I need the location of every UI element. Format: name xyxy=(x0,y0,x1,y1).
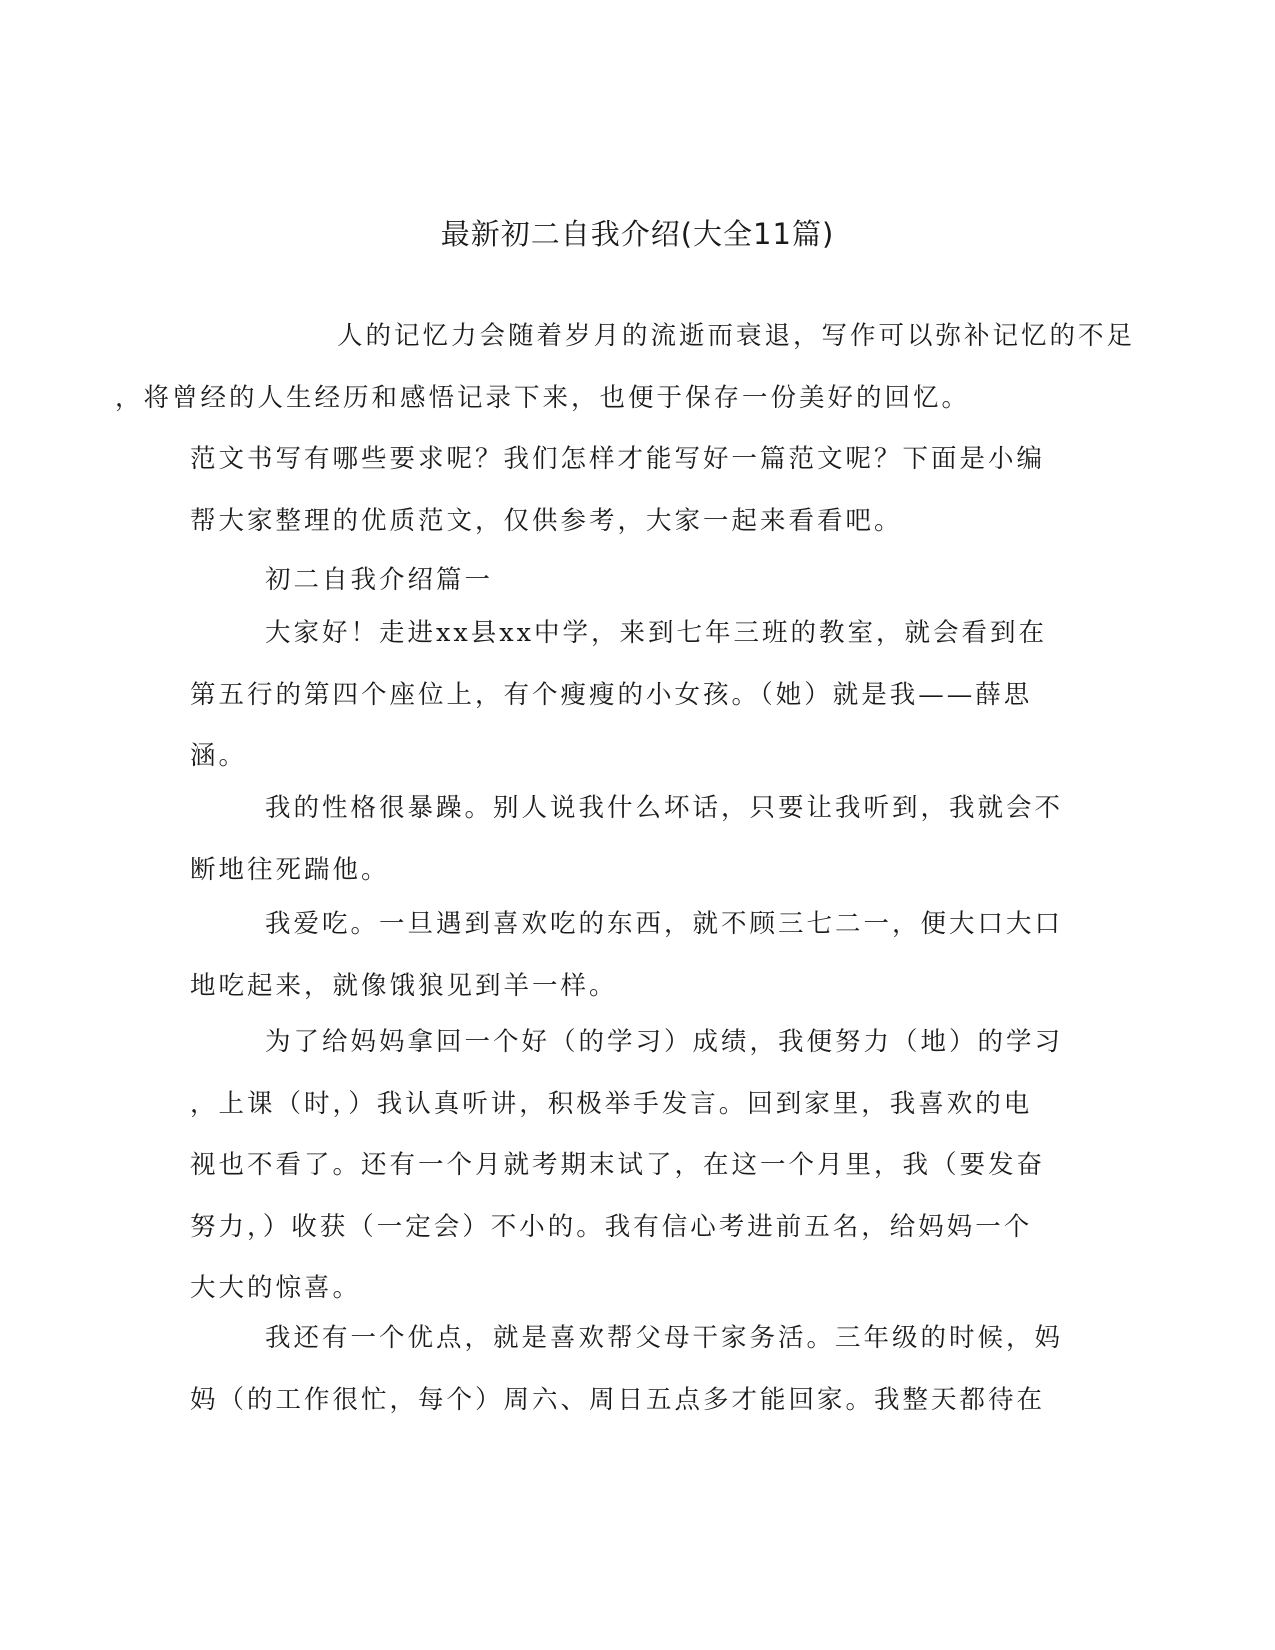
text-line: 帮大家整理的优质范文，仅供参考，大家一起来看看吧。 xyxy=(190,505,903,536)
paragraph-intro xyxy=(115,306,1136,552)
document-title: 最新初二自我介绍(大全11篇) xyxy=(440,217,835,251)
text-line: 视也不看了。还有一个月就考期末试了，在这一个月里，我（要发奋 xyxy=(190,1150,1046,1180)
text-line: 妈（的工作很忙，每个）周六、周日五点多才能回家。我整天都待在 xyxy=(190,1384,1046,1415)
text-line: 初二自我介绍篇一 xyxy=(265,565,494,595)
text-line: 我还有一个优点，就是喜欢帮父母干家务活。三年级的时候，妈 xyxy=(265,1323,1064,1353)
text-line: 大家好！走进xx县xx中学，来到七年三班的教室，就会看到在 xyxy=(265,618,1048,648)
text-line: 断地往死踹他。 xyxy=(190,854,390,885)
text-line: ，将曾经的人生经历和感悟记录下来，也便于保存一份美好的回忆。 xyxy=(115,382,971,413)
text-line: 为了给妈妈拿回一个好（的学习）成绩，我便努力（地）的学习 xyxy=(265,1027,1064,1057)
text-line: 地吃起来，就像饿狼见到羊一样。 xyxy=(190,970,618,1001)
text-line: 人的记忆力会随着岁月的流逝而衰退，写作可以弥补记忆的不足 xyxy=(337,321,1136,351)
text-line: 范文书写有哪些要求呢？我们怎样才能写好一篇范文呢？下面是小编 xyxy=(190,444,1046,474)
text-line: 第五行的第四个座位上，有个瘦瘦的小女孩。（她）就是我——薛思 xyxy=(190,679,1033,710)
text-line: 大大的惊喜。 xyxy=(190,1273,362,1303)
text-line: 我的性格很暴躁。别人说我什么坏话，只要让我听到，我就会不 xyxy=(265,793,1064,823)
text-line: 我爱吃。一旦遇到喜欢吃的东西，就不顾三七二一，便大口大口 xyxy=(265,909,1064,939)
paragraph-personality xyxy=(190,778,1080,901)
text-line: 涵。 xyxy=(190,741,248,771)
paragraph-housework xyxy=(190,1308,1080,1431)
paragraph-study xyxy=(190,1012,1080,1320)
paragraph-greeting xyxy=(190,603,1080,788)
text-line: ，上课（时，）我认真听讲，积极举手发言。回到家里，我喜欢的电 xyxy=(190,1088,1033,1119)
paragraph-eating xyxy=(190,894,1080,1017)
text-line: 努力，）收获（一定会）不小的。我有信心考进前五名，给妈妈一个 xyxy=(190,1211,1033,1242)
